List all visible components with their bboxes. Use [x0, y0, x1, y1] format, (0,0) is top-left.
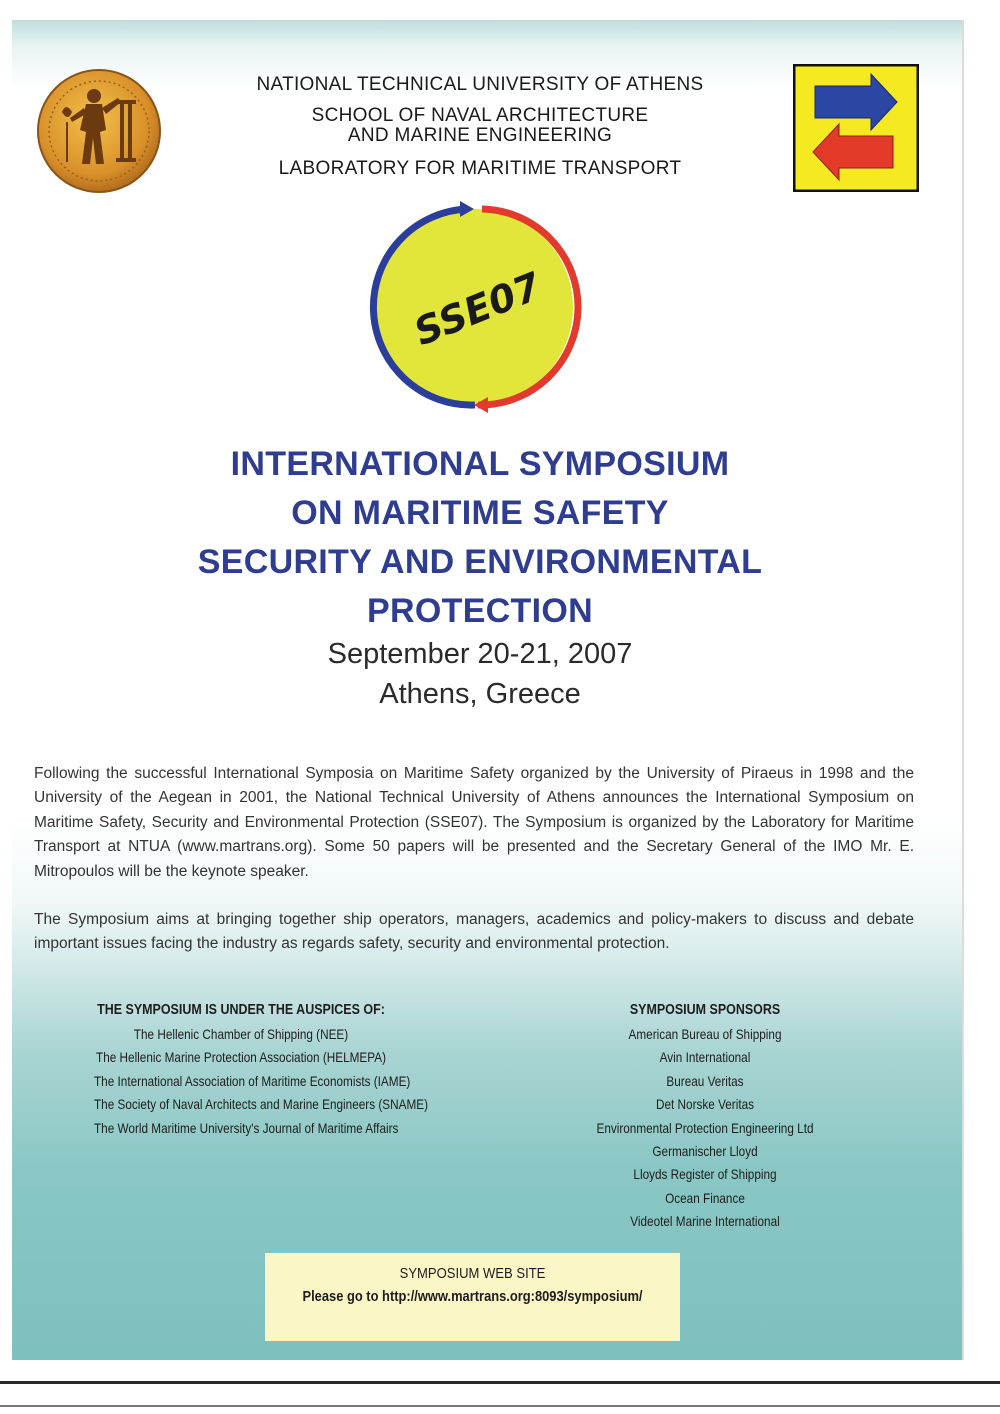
website-label: SYMPOSIUM WEB SITE [399, 1266, 546, 1282]
sse07-logo [366, 198, 584, 416]
sponsor-item: Lloyds Register of Shipping [633, 1166, 777, 1183]
page-edge [962, 20, 964, 1360]
title-line-1: INTERNATIONAL SYMPOSIUM [230, 445, 730, 483]
title-line-2: ON MARITIME SAFETY [291, 494, 669, 532]
scan-border-line [0, 1381, 1000, 1384]
event-date: September 20-21, 2007 [327, 638, 633, 670]
auspices-section [66, 1000, 429, 1140]
sponsor-item: Environmental Protection Engineering Ltd [596, 1119, 814, 1136]
aims-paragraph: The Symposium aims at bringing together ship operators, managers, academics and policy-makers to discuss and debate important issues facing the industry as regards safety, security and environmental protection. [34, 911, 914, 953]
sponsor-item: Ocean Finance [665, 1189, 745, 1206]
arrows-logo-icon [793, 64, 919, 192]
university-name: NATIONAL TECHNICAL UNIVERSITY OF ATHENS [256, 74, 704, 95]
school-name-line2: AND MARINE ENGINEERING [347, 125, 613, 146]
event-place: Athens, Greece [379, 678, 581, 710]
sponsor-item: Germanischer Lloyd [652, 1143, 758, 1160]
sponsor-item: Det Norske Veritas [655, 1096, 755, 1113]
laboratory-name: LABORATORY FOR MARITIME TRANSPORT [278, 158, 682, 179]
title-line-3: SECURITY AND ENVIRONMENTAL [197, 543, 763, 581]
scan-border-line [0, 1405, 1000, 1407]
sponsor-item: American Bureau of Shipping [628, 1026, 782, 1042]
sse07-logo-text: SSE07 [408, 263, 548, 355]
intro-paragraph: Following the successful International Symposia on Maritime Safety organized by the University of Piraeus in 1998 and the University of the Aegean in 2001, the National Technical University of Athens announces the International Symposium on Maritime Safety, Security and Environmental Protection (SSE07). The Symposium is organized by the Laboratory for Maritime Transport at NTUA (www.martrans.org). Some 50 papers will be presented and the Secretary General of the IMO Mr. E. Mitropoulos will be the keynote speaker. [34, 765, 914, 880]
sponsor-item: Videotel Marine International [630, 1213, 780, 1230]
school-name-line1: SCHOOL OF NAVAL ARCHITECTURE [311, 105, 649, 126]
website-link[interactable]: Please go to http://www.martrans.org:8093/symposium/ [302, 1288, 643, 1305]
university-seal-icon [36, 68, 162, 194]
website-box [265, 1253, 680, 1341]
auspices-heading: THE SYMPOSIUM IS UNDER THE AUSPICES OF: [97, 1002, 385, 1018]
school-name [180, 106, 780, 146]
auspices-item: The World Maritime University's Journal of Maritime Affairs [94, 1119, 399, 1136]
auspices-item: The Hellenic Marine Protection Association (HELMEPA) [96, 1049, 386, 1066]
auspices-item: The International Association of Maritime Economists (IAME) [94, 1072, 411, 1089]
sponsor-item: Bureau Veritas [666, 1072, 744, 1089]
sponsors-section [575, 1000, 835, 1234]
title-line-4: PROTECTION [367, 592, 593, 630]
auspices-item: The Hellenic Chamber of Shipping (NEE) [133, 1026, 349, 1042]
sponsors-heading: SYMPOSIUM SPONSORS [629, 1002, 781, 1018]
sponsor-item: Avin International [659, 1049, 751, 1066]
auspices-item: The Society of Naval Architects and Marine Engineers (SNAME) [94, 1096, 429, 1113]
